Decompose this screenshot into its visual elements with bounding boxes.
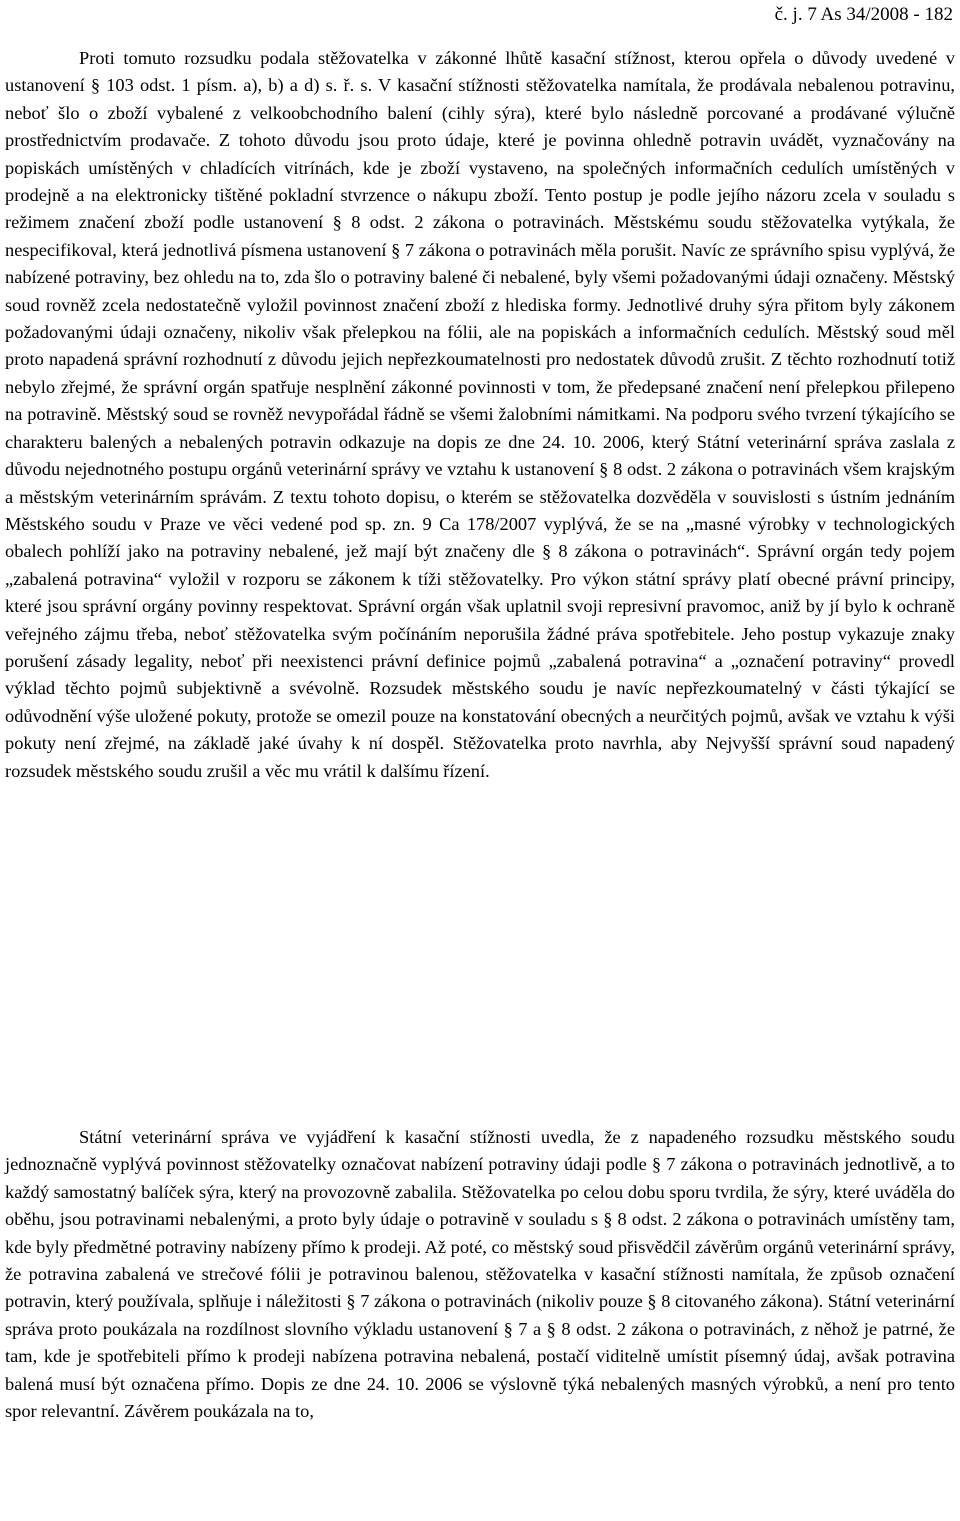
case-number: č. j. 7 As 34/2008 - 182	[774, 4, 953, 25]
paragraph-cassation-complaint: Proti tomuto rozsudku podala stěžovatelka v zákonné lhůtě kasační stížnost, kterou opřela o důvody uvedené v ustanovení § 103 odst. 1 písm. a), b) a d) s. ř. s. V kasační stížnosti stěžovatelka namítala, že prodávala nebalenou potravinu, neboť šlo o zboží vybalené z velkoobchodního balení (cihly sýra), které bylo následně porcované a prodávané výlučně prostřednictvím prodavače. Z tohoto důvodu jsou proto údaje, které je povinna ohledně potravin uvádět, vyznačovány na popiskách umístěných v chladících vitrínách, kde je zboží vystaveno, na společných informačních cedulích umístěných v prodejně a na elektronicky tištěné pokladní stvrzence o nákupu zboží. Tento postup je podle jejího názoru zcela v souladu s režimem značení zboží podle ustanovení § 8 odst. 2 zákona o potravinách. Městskému soudu stěžovatelka vytýkala, že nespecifikoval, která jednotlivá písmena ustanovení § 7 zákona o potravinách měla porušit. Navíc ze správního spisu vyplývá, že nabízené potraviny, bez ohledu na to, zda šlo o potraviny balené či nebalené, byly všemi požadovanými údaji označeny. Městský soud rovněž zcela nedostatečně vyložil povinnost značení zboží z hlediska formy. Jednotlivé druhy sýra přitom byly zákonem požadovanými údaji označeny, nikoliv však přelepkou na fólii, ale na popiskách a informačních cedulích. Městský soud měl proto napadená správní rozhodnutí z důvodu jejich nepřezkoumatelnosti pro nedostatek důvodů zrušit. Z těchto rozhodnutí totiž nebylo zřejmé, že správní orgán spatřuje nesplnění zákonné povinnosti v tom, že předepsané značení není přelepkou přilepeno na potravině. Městský soud se rovněž nevypořádal řádně se všemi žalobními námitkami. Na podporu svého tvrzení týkajícího se charakteru balených a nebalených potravin odkazuje na dopis ze dne 24. 10. 2006, který Státní veterinární správa zaslala z důvodu nejednotného postupu orgánů veterinární správy ve vztahu k ustanovení § 8 odst. 2 zákona o potravinách všem krajským a městským veterinárním správám. Z textu tohoto dopisu, o kterém se stěžovatelka dozvěděla v souvislosti s ústním jednáním Městského soudu v Praze ve věci vedené pod sp. zn. 9 Ca 178/2007 vyplývá, že se na „masné výrobky v technologických obalech pohlíží jako na potraviny nebalené, jež mají být značeny dle § 8 zákona o potravinách“. Správní orgán tedy pojem „zabalená potravina“ vyložil v rozporu se zákonem k tíži stěžovatelky. Pro výkon státní správy platí obecné právní principy, které jsou správní orgány povinny respektovat. Správní orgán však uplatnil svoji represivní pravomoc, aniž by jí bylo k ochraně veřejného zájmu třeba, neboť stěžovatelka svým počínáním neporušila žádné práva spotřebitele. Jeho postup vykazuje znaky porušení zásady legality, neboť při neexistenci právní definice pojmů „zabalená potravina“ a „označení potraviny“ provedl výklad těchto pojmů subjektivně a svévolně. Rozsudek městského soudu je navíc nepřezkoumatelný v části týkající se odůvodnění výše uložené pokuty, protože se omezil pouze na konstatování obecných a neurčitých pojmů, avšak ve vztahu k výši pokuty není zřejmé, na základě jaké úvahy k ní dospěl. Stěžovatelka proto navrhla, aby Nejvyšší správní soud napadený rozsudek městského soudu zrušil a věc mu vrátil k dalšímu řízení.	[5, 48, 955, 781]
document-page	[5, 0, 955, 1521]
paragraph-veterinary-response: Státní veterinární správa ve vyjádření k kasační stížnosti uvedla, že z napadeného rozsudku městského soudu jednoznačně vyplývá povinnost stěžovatelky označovat nabízení potraviny údaji podle § 7 zákona o potravinách jednotlivě, a to každý samostatný balíček sýra, který na provozovně zabalila. Stěžovatelka po celou dobu sporu tvrdila, že sýry, které uváděla do oběhu, jsou potravinami nebalenými, a proto byly údaje o potravině v souladu s § 8 odst. 2 zákona o potravinách umístěny tam, kde byly předmětné potraviny nabízeny přímo k prodeji. Až poté, co městský soud přisvědčil závěrům orgánů veterinární správy, že potravina zabalená ve strečové fólii je potravinou balenou, stěžovatelka v kasační stížnosti namítala, že způsob označení potravin, který používala, splňuje i náležitosti § 7 zákona o potravinách (nikoliv pouze § 8 citovaného zákona). Státní veterinární správa proto poukázala na rozdílnost slovního výkladu ustanovení § 7 a § 8 odst. 2 zákona o potravinách, z něhož je patrné, že tam, kde je spotřebiteli přímo k prodeji nabízena potravina nebalená, postačí viditelně umístit písemný údaj, avšak potravina balená musí být označena přímo. Dopis ze dne 24. 10. 2006 se výslovně týká nebalených masných výrobků, a není pro tento spor relevantní. Závěrem poukázala na to,	[5, 1127, 955, 1422]
